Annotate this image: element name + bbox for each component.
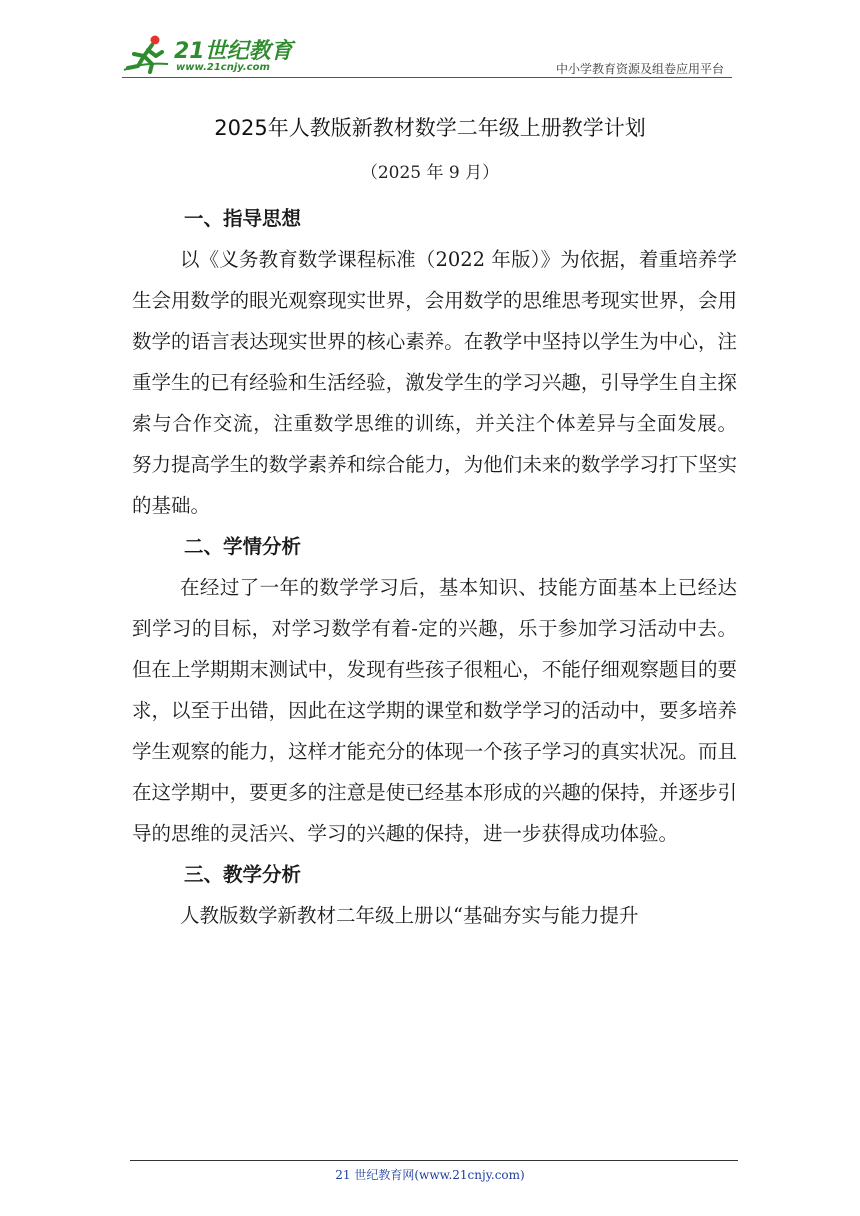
document-title: 2025年人教版新教材数学二年级上册教学计划 <box>214 116 646 140</box>
section-paragraph: 在经过了一年的数学学习后，基本知识、技能方面基本上已经达到学习的目标，对学习数学有着-定的兴趣，乐于参加学习活动中去。但在上学期期末测试中，发现有些孩子很粗心，不能仔细观察题目的要求，以至于出错，因此在这学期的课堂和数学学习的活动中，要多培养学生观察的能力，这样才能充分的体现一个孩子学习的真实状况。而且在这学期中，要更多的注意是使已经基本形成的兴趣的保持，并逐步引导的思维的灵活兴、学习的兴趣的保持，进一步获得成功体验。 <box>132 576 737 845</box>
footer-divider <box>130 1160 738 1161</box>
footer-link[interactable]: 21 世纪教育网(www.21cnjy.com) <box>335 1168 525 1182</box>
section-heading: 三、教学分析 <box>184 863 302 886</box>
section-heading: 一、指导思想 <box>184 207 302 230</box>
document-date: （2025 年 9 月） <box>360 163 500 183</box>
section-heading: 二、学情分析 <box>184 535 302 558</box>
section-paragraph: 以《义务教育数学课程标准（2022 年版）》为依据，着重培养学生会用数学的眼光观察现实世界，会用数学的思维思考现实世界，会用数学的语言表达现实世界的核心素养。在教学中坚持以学生为中心，注重学生的已有经验和生活经验，激发学生的学习兴趣，引导学生自主探索与合作交流，注重数学思维的训练，并关注个体差异与全面发展。 努力提高学生的数学素养和综合能力，为他们未来的数学学习打下坚实的基础。 <box>132 248 737 517</box>
document-body <box>132 198 737 936</box>
header-tagline: 中小学教育资源及组卷应用平台 <box>555 62 724 76</box>
runner-logo-icon <box>122 34 172 74</box>
logo-url: www.21cnjy.com <box>176 62 270 73</box>
section-paragraph: 人教版数学新教材二年级上册以“基础夯实与能力提升 <box>180 904 639 927</box>
logo-text: 21世纪教育 <box>174 39 293 64</box>
logo <box>122 30 297 80</box>
header-divider <box>122 77 732 78</box>
page-header <box>122 30 732 80</box>
